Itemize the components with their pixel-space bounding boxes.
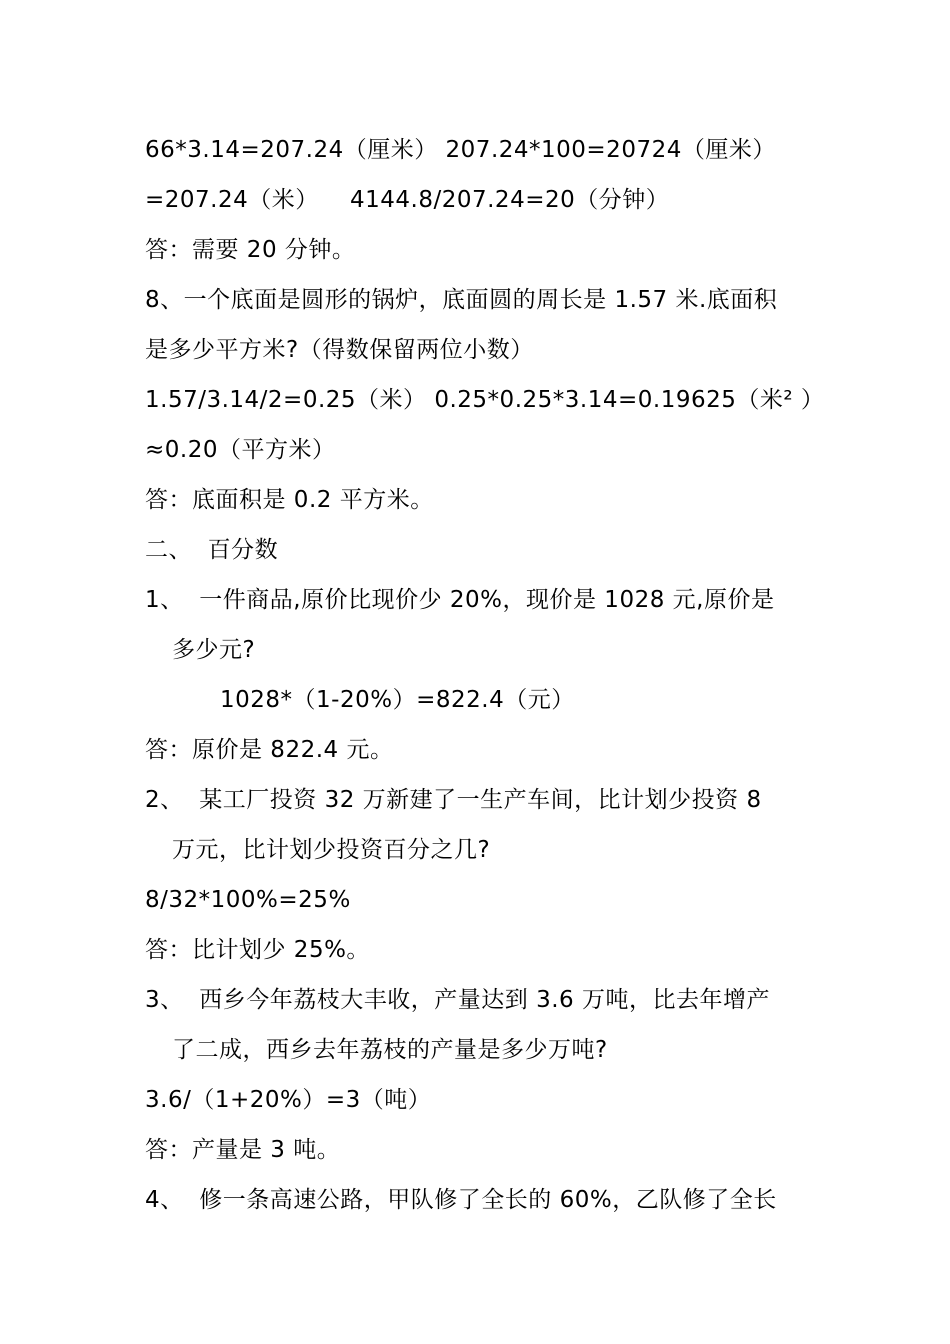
answer-line: 答：比计划少 25%。 xyxy=(145,937,370,963)
answer-line: 答：产量是 3 吨。 xyxy=(145,1137,341,1163)
question-line: 2、 某工厂投资 32 万新建了一生产车间，比计划少投资 8 xyxy=(145,787,762,813)
text-line: 1028*（1-20%）=822.4（元） xyxy=(220,687,575,713)
text-line: 1.57/3.14/2=0.25（米） 0.25*0.25*3.14=0.19625（米² ） xyxy=(145,387,825,413)
question-line: 3、 西乡今年荔枝大丰收，产量达到 3.6 万吨，比去年增产 xyxy=(145,987,770,1013)
question-line: 万元，比计划少投资百分之几? xyxy=(172,837,491,863)
text-line: ≈0.20（平方米） xyxy=(145,437,336,463)
text-line: 3.6/（1+20%）=3（吨） xyxy=(145,1087,432,1113)
answer-line: 答：原价是 822.4 元。 xyxy=(145,737,394,763)
text-line: =207.24（米） 4144.8/207.24=20（分钟） xyxy=(145,187,670,213)
question-line: 是多少平方米?（得数保留两位小数） xyxy=(145,337,534,363)
question-line: 4、 修一条高速公路，甲队修了全长的 60%，乙队修了全长 xyxy=(145,1187,777,1213)
answer-line: 答：底面积是 0.2 平方米。 xyxy=(145,487,434,513)
text-line: 8/32*100%=25% xyxy=(145,887,351,913)
question-line: 1、 一件商品,原价比现价少 20%，现价是 1028 元,原价是 xyxy=(145,587,775,613)
text-line: 66*3.14=207.24（厘米） 207.24*100=20724（厘米） xyxy=(145,137,776,163)
question-line: 多少元? xyxy=(172,637,256,663)
question-line: 8、一个底面是圆形的锅炉，底面圆的周长是 1.57 米.底面积 xyxy=(145,287,778,313)
question-line: 了二成，西乡去年荔枝的产量是多少万吨? xyxy=(172,1037,608,1063)
answer-line: 答：需要 20 分钟。 xyxy=(145,237,356,263)
section-heading: 二、 百分数 xyxy=(145,537,279,563)
